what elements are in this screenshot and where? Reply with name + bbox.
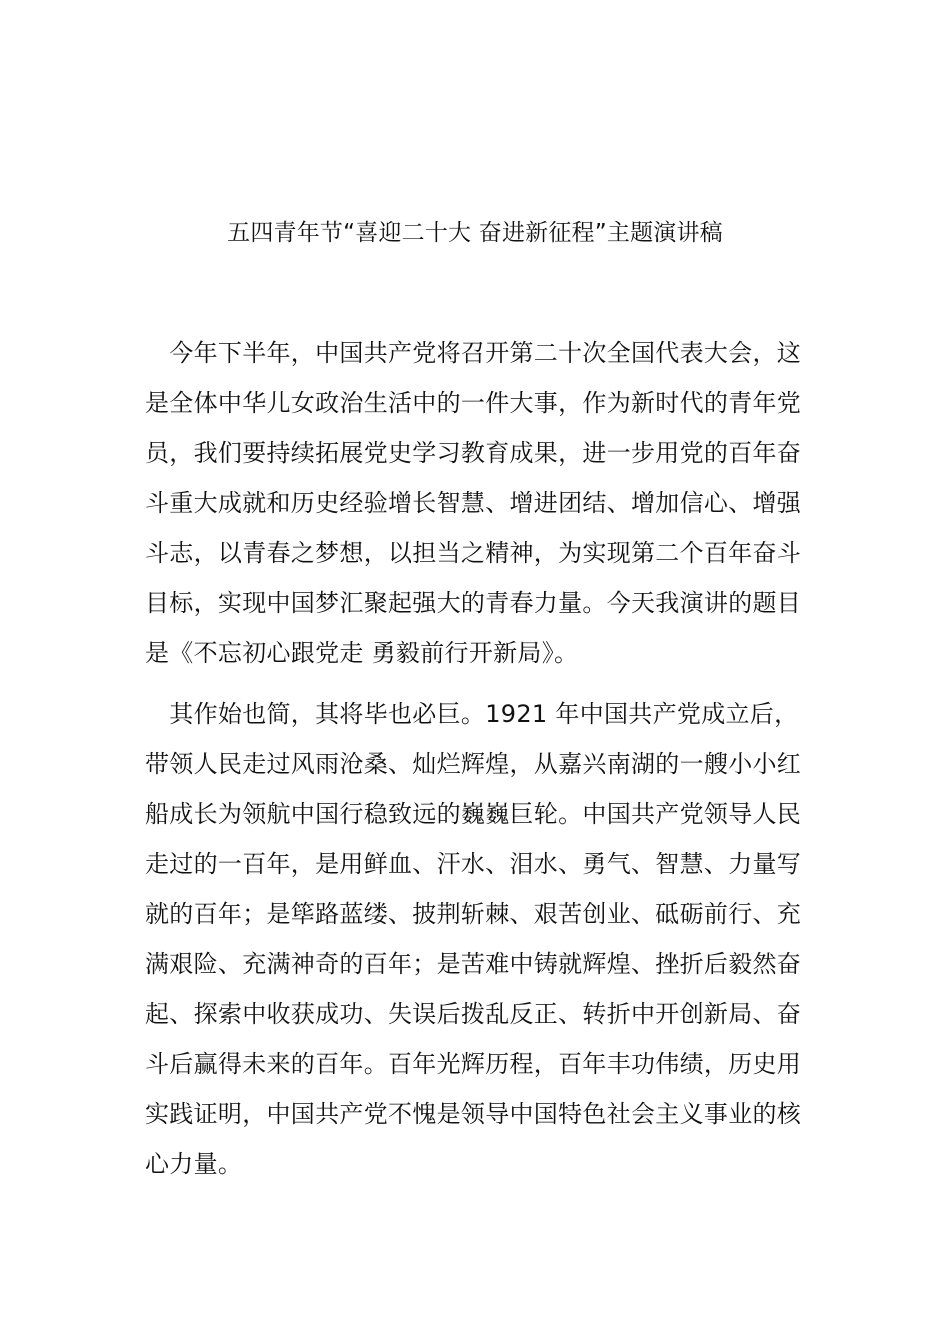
text-line: 员，我们要持续拓展党史学习教育成果，进一步用党的百年奋: [145, 439, 802, 467]
document-title: 五四青年节“喜迎二十大 奋进新征程”主题演讲稿: [227, 220, 723, 246]
text-line: 今年下半年，中国共产党将召开第二十次全国代表大会，这: [145, 339, 802, 367]
text-line: 是《不忘初心跟党走 勇毅前行开新局》。: [145, 639, 579, 667]
text-line: 斗后赢得未来的百年。百年光辉历程，百年丰功伟绩，历史用: [145, 1050, 802, 1078]
text-line: 目标，实现中国梦汇聚起强大的青春力量。今天我演讲的题目: [145, 589, 802, 617]
text-line: 斗重大成就和历史经验增长智慧、增进团结、增加信心、增强: [145, 489, 802, 517]
paragraph-1: [145, 328, 825, 678]
text-line: 其作始也简，其将毕也必巨。1921 年中国共产党成立后，: [145, 700, 799, 728]
paragraph-2: [145, 689, 825, 1189]
text-line: 起、探索中收获成功、失误后拨乱反正、转折中开创新局、奋: [145, 1000, 802, 1028]
text-line: 船成长为领航中国行稳致远的巍巍巨轮。中国共产党领导人民: [145, 800, 802, 828]
text-line: 斗志，以青春之梦想，以担当之精神，为实现第二个百年奋斗: [145, 539, 802, 567]
text-line: 满艰险、充满神奇的百年；是苦难中铸就辉煌、挫折后毅然奋: [145, 950, 802, 978]
text-line: 带领人民走过风雨沧桑、灿烂辉煌，从嘉兴南湖的一艘小小红: [145, 750, 802, 778]
text-line: 实践证明，中国共产党不愧是领导中国特色社会主义事业的核: [145, 1100, 802, 1128]
text-line: 是全体中华儿女政治生活中的一件大事，作为新时代的青年党: [145, 389, 802, 417]
text-line: 走过的一百年，是用鲜血、汗水、泪水、勇气、智慧、力量写: [145, 850, 802, 878]
text-line: 就的百年；是筚路蓝缕、披荆斩棘、艰苦创业、砥砺前行、充: [145, 900, 802, 928]
text-line: 心力量。: [145, 1150, 243, 1178]
